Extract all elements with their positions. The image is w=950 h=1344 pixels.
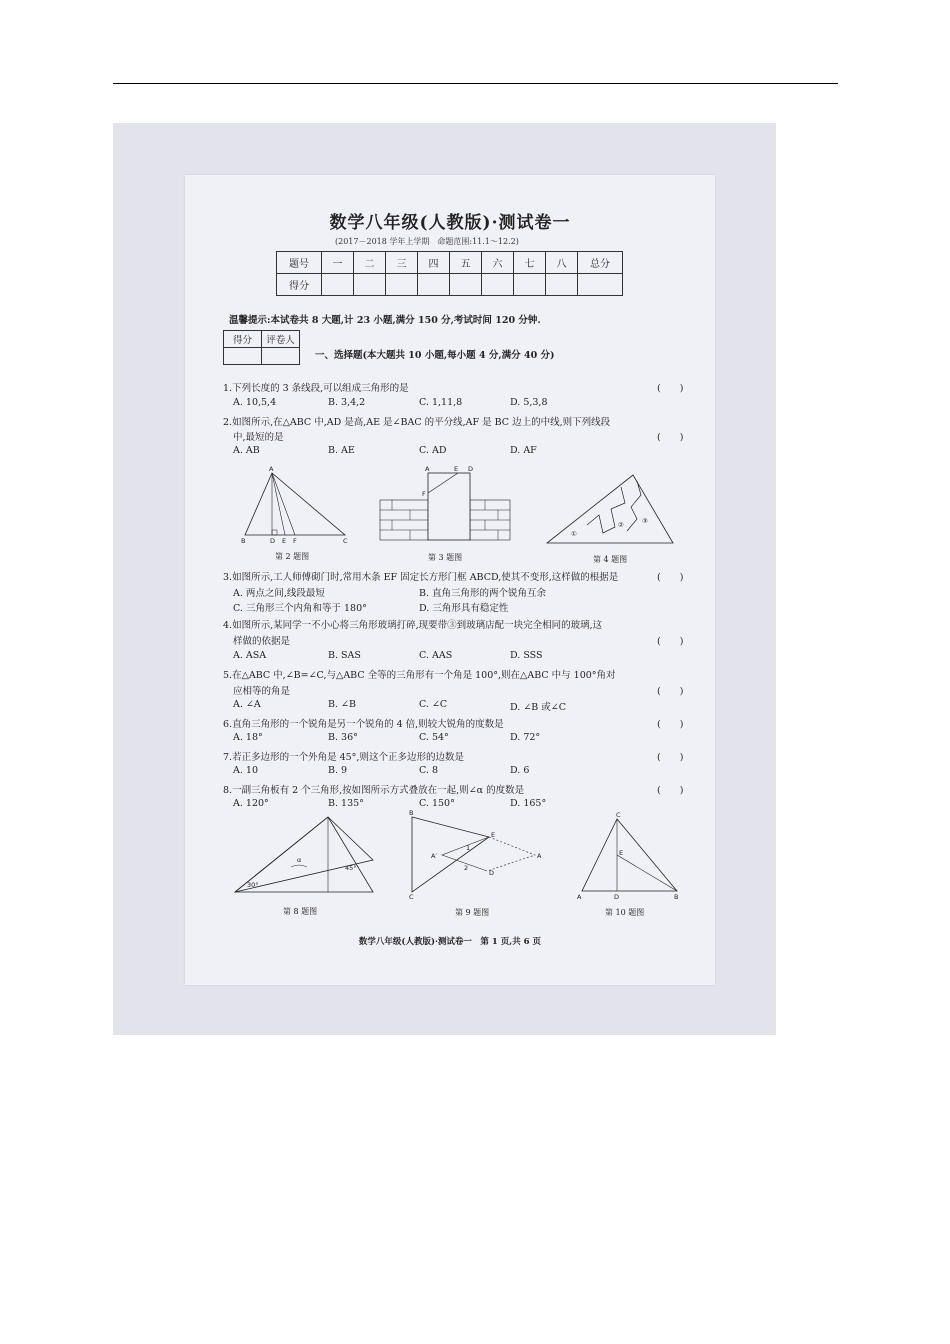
grader-score-label: 得分 — [224, 331, 262, 348]
option-d: D. 6 — [510, 765, 530, 776]
score-cell: 三 — [386, 252, 418, 274]
fig10-label-c: C — [616, 811, 621, 819]
figure-3 — [380, 465, 510, 545]
answer-bracket: ( ) — [657, 719, 684, 730]
fig10-label-a: A — [577, 893, 582, 901]
option-b: B. SAS — [328, 650, 361, 661]
question-5-line2: 应相等的角是 — [233, 686, 291, 697]
page-footer: 数学八年级(人教版)·测试卷一 第 1 页,共 6 页 — [358, 937, 542, 947]
grader-name-label: 评卷人 — [262, 331, 300, 348]
figure-9-caption: 第 9 题图 — [455, 908, 490, 917]
score-cell — [354, 274, 386, 296]
fig9-label-d: D — [489, 869, 495, 877]
fig9-label-c: C — [409, 893, 414, 901]
figure-2-caption: 第 2 题图 — [275, 552, 310, 561]
score-cell — [418, 274, 450, 296]
score-cell: 六 — [482, 252, 514, 274]
figure-8-caption: 第 8 题图 — [283, 907, 318, 916]
option-a: A. 18° — [233, 732, 263, 743]
score-cell — [322, 274, 354, 296]
answer-bracket: ( ) — [657, 432, 684, 443]
question-2-line1: 2.如图所示,在△ABC 中,AD 是高,AE 是∠BAC 的平分线,AF 是 BC 边上的中线,则下列线段 — [223, 417, 611, 428]
score-cell: 题号 — [277, 252, 322, 274]
fig9-label-a-prime: A′ — [431, 852, 437, 860]
score-cell: 八 — [546, 252, 578, 274]
question-3-text: 3.如图所示,工人师傅砌门时,常用木条 EF 固定长方形门框 ABCD,使其不变形,这样做的根据是 — [223, 572, 619, 583]
option-d: D. SSS — [510, 650, 543, 661]
option-c: C. ∠C — [419, 699, 448, 710]
answer-bracket: ( ) — [657, 383, 684, 394]
question-4-line1: 4.如图所示,某同学一不小心将三角形玻璃打碎,现要带③到玻璃店配一块完全相同的玻璃,这 — [223, 620, 603, 631]
fig10-label-b: B — [674, 893, 679, 901]
option-c: C. 8 — [419, 765, 439, 776]
question-8-text: 8.一副三角板有 2 个三角形,按如图所示方式叠放在一起,则∠α 的度数是 — [223, 785, 525, 796]
option-c: C. 150° — [419, 798, 455, 809]
question-6-text: 6.直角三角形的一个锐角是另一个锐角的 4 倍,则较大锐角的度数是 — [223, 719, 504, 730]
fig3-label-f: F — [422, 490, 426, 498]
figure-10-caption: 第 10 题图 — [605, 908, 645, 917]
answer-bracket: ( ) — [657, 785, 684, 796]
option-c: C. 三角形三个内角和等于 180° — [233, 603, 367, 614]
figure-8 — [233, 815, 378, 895]
answer-bracket: ( ) — [657, 572, 684, 583]
figure-10 — [577, 811, 687, 901]
option-a: A. AB — [233, 445, 260, 456]
figure-4-caption: 第 4 题图 — [593, 555, 628, 564]
option-a: A. ∠A — [233, 699, 261, 710]
score-cell — [546, 274, 578, 296]
fig4-label-p1: ① — [571, 530, 577, 538]
score-cell: 七 — [514, 252, 546, 274]
fig2-label-c: C — [343, 537, 348, 545]
exam-tip: 温馨提示:本试卷共 8 大题,计 23 小题,满分 150 分,考试时间 120 分钟. — [229, 315, 541, 326]
score-table-header-row — [277, 252, 623, 274]
fig2-label-e: E — [282, 537, 287, 545]
fig2-label-d: D — [270, 537, 276, 545]
option-b: B. 135° — [328, 798, 364, 809]
score-cell: 二 — [354, 252, 386, 274]
option-d: D. ∠B 或∠C — [510, 702, 567, 713]
score-cell: 四 — [418, 252, 450, 274]
score-table-score-row — [277, 274, 623, 296]
exam-title: 数学八年级(人教版)·测试卷一 — [329, 213, 571, 233]
figure-9 — [407, 809, 547, 901]
figure-4 — [545, 473, 675, 545]
score-cell — [386, 274, 418, 296]
score-cell: 得分 — [277, 274, 322, 296]
fig2-label-f: F — [293, 537, 297, 545]
option-c: C. 1,11,8 — [419, 397, 463, 408]
score-cell: 总分 — [578, 252, 623, 274]
option-c: C. AD — [419, 445, 447, 456]
fig2-label-a: A — [269, 465, 274, 473]
option-d: D. 5,3,8 — [510, 397, 548, 408]
header-rule — [113, 83, 838, 84]
option-b: B. 3,4,2 — [328, 397, 366, 408]
grader-cell — [262, 348, 300, 365]
fig3-label-d: D — [468, 465, 474, 473]
fig9-label-a: A — [537, 852, 542, 860]
grader-cell — [224, 348, 262, 365]
fig3-label-e: E — [454, 465, 459, 473]
grader-table — [223, 330, 300, 365]
option-b: B. 36° — [328, 732, 358, 743]
figure-3-caption: 第 3 题图 — [428, 553, 463, 562]
question-4-line2: 样做的依据是 — [233, 636, 291, 647]
score-table — [276, 251, 623, 296]
fig8-label-alpha: α — [297, 856, 302, 864]
option-a: A. 10 — [233, 765, 258, 776]
score-cell — [450, 274, 482, 296]
fig8-label-30: 30° — [247, 881, 259, 889]
question-7-text: 7.若正多边形的一个外角是 45°,则这个正多边形的边数是 — [223, 752, 464, 763]
score-cell — [482, 274, 514, 296]
question-5-line1: 5.在△ABC 中,∠B=∠C,与△ABC 全等的三角形有一个角是 100°,则在△ABC 中与 100°角对 — [223, 670, 616, 681]
option-b: B. ∠B — [328, 699, 356, 710]
fig4-label-p3: ③ — [642, 517, 648, 525]
option-a: A. ASA — [233, 650, 267, 661]
option-d: D. 三角形具有稳定性 — [419, 603, 509, 614]
fig2-label-b: B — [241, 537, 246, 545]
fig4-label-p2: ② — [618, 521, 624, 529]
fig10-label-d: D — [614, 893, 620, 901]
option-c: C. 54° — [419, 732, 449, 743]
answer-bracket: ( ) — [657, 686, 684, 697]
option-c: C. AAS — [419, 650, 453, 661]
option-d: D. 165° — [510, 798, 547, 809]
score-cell: 五 — [450, 252, 482, 274]
fig10-label-e: E — [619, 849, 624, 857]
score-cell — [578, 274, 623, 296]
option-a: A. 10,5,4 — [233, 397, 277, 408]
figure-2 — [237, 463, 357, 543]
option-a: A. 120° — [233, 798, 269, 809]
answer-bracket: ( ) — [657, 636, 684, 647]
option-b: B. AE — [328, 445, 355, 456]
fig3-label-a: A — [425, 465, 430, 473]
fig9-label-2: 2 — [464, 864, 469, 872]
question-1-text: 1.下列长度的 3 条线段,可以组成三角形的是 — [223, 383, 409, 394]
section-heading: 一、选择题(本大题共 10 小题,每小题 4 分,满分 40 分) — [315, 350, 555, 361]
fig9-label-e: E — [491, 831, 496, 839]
fig8-label-45: 45° — [345, 864, 357, 872]
question-2-line2: 中,最短的是 — [233, 432, 284, 443]
score-cell — [514, 274, 546, 296]
option-d: D. AF — [510, 445, 537, 456]
option-d: D. 72° — [510, 732, 541, 743]
fig9-label-1: 1 — [466, 844, 471, 852]
answer-bracket: ( ) — [657, 752, 684, 763]
score-cell: 一 — [322, 252, 354, 274]
option-b: B. 直角三角形的两个锐角互余 — [419, 588, 547, 599]
exam-subtitle: (2017－2018 学年上学期 命题范围:11.1～12.2) — [335, 237, 519, 246]
option-a: A. 两点之间,线段最短 — [233, 588, 325, 599]
fig9-label-b: B — [409, 809, 414, 817]
option-b: B. 9 — [328, 765, 348, 776]
exam-paper — [185, 175, 715, 985]
